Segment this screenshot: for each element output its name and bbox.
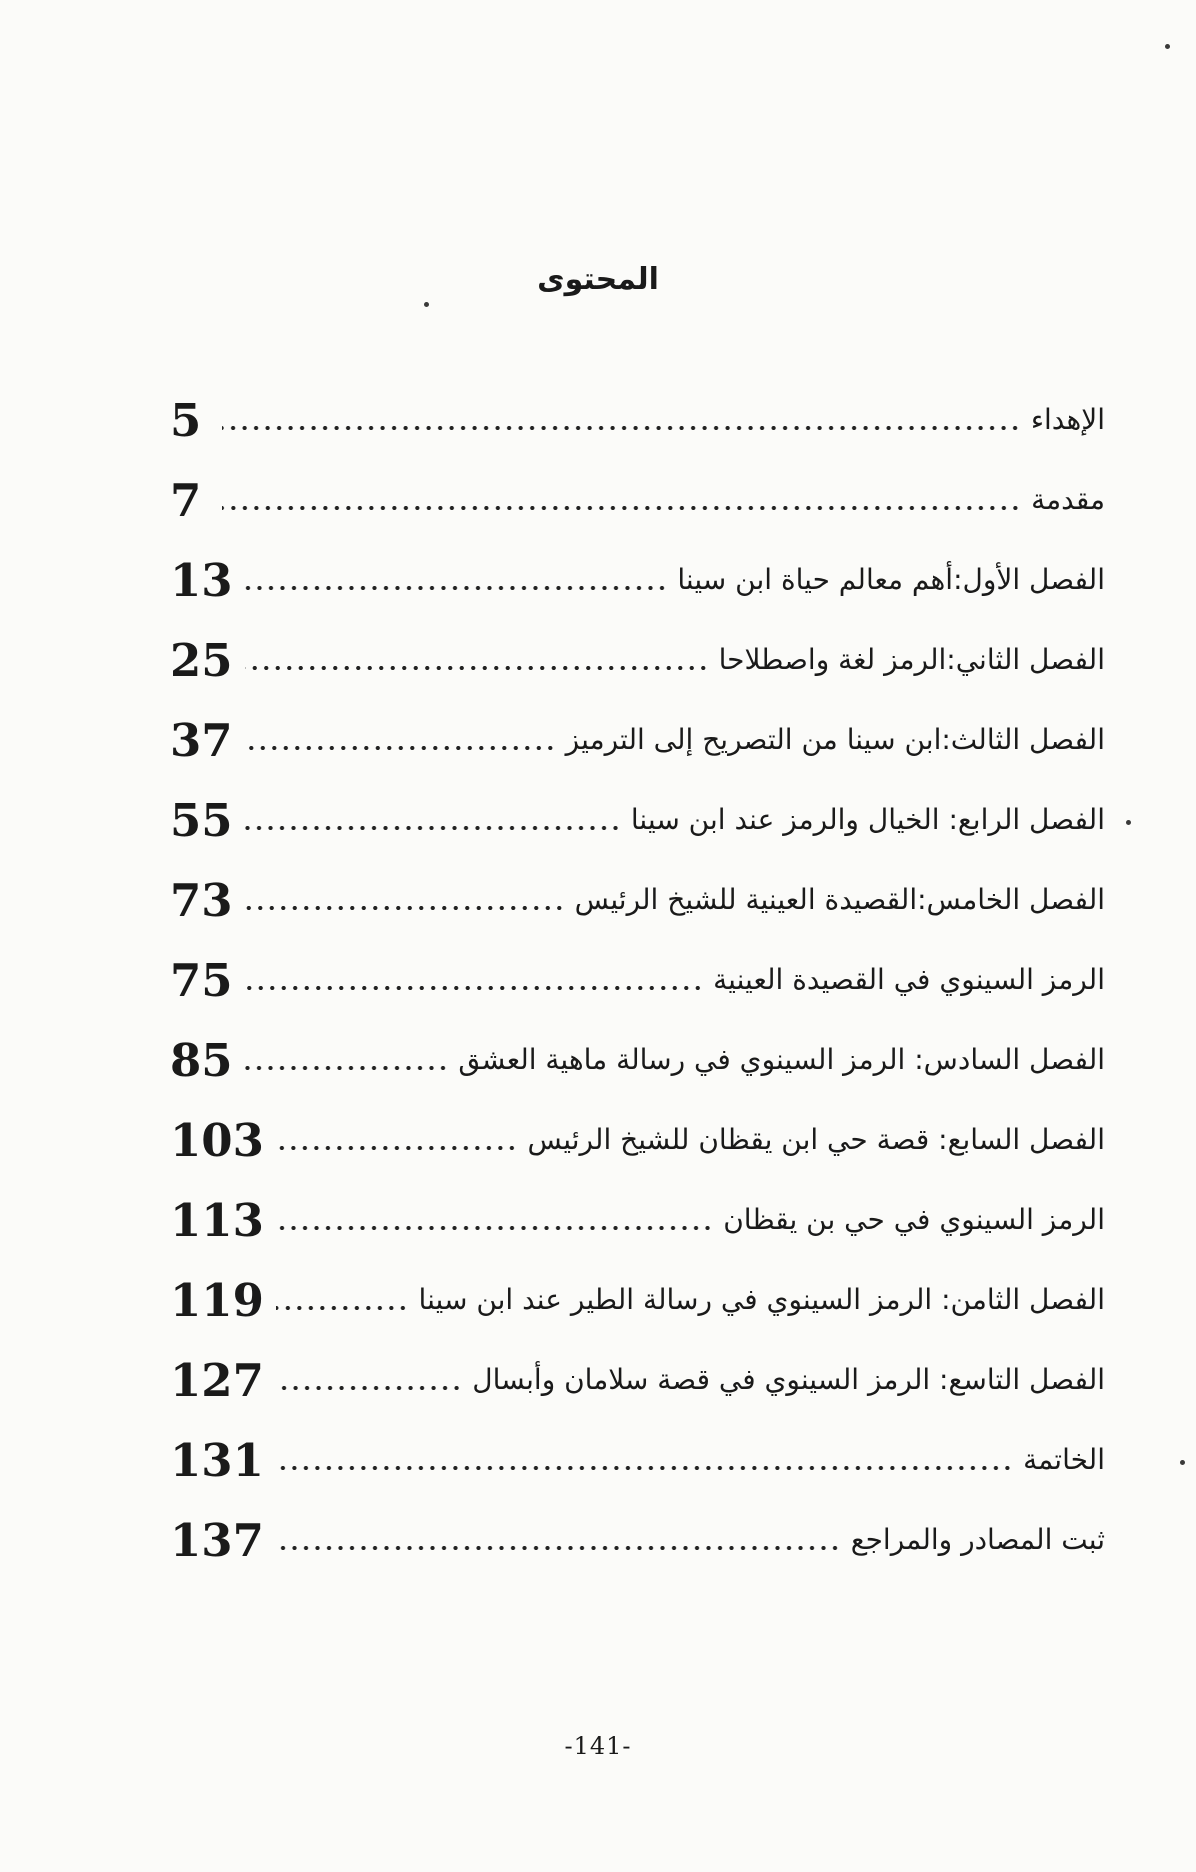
toc-entry <box>170 380 1105 460</box>
toc-entry <box>170 1020 1105 1100</box>
toc-page-number: 37 <box>170 713 233 767</box>
toc-entry <box>170 460 1105 540</box>
toc-entry-title: الفصل الثالث:ابن سينا من التصريح إلى الترميز <box>565 723 1105 756</box>
dot-leader <box>245 826 621 830</box>
toc-entry <box>170 1260 1105 1340</box>
toc-entry-title: الفصل الثاني:الرمز لغة واصطلاحا <box>718 643 1105 676</box>
toc-entry <box>170 780 1105 860</box>
toc-entry <box>170 1500 1105 1580</box>
toc-page-number: 131 <box>170 1433 264 1487</box>
toc-page-number: 5 <box>170 393 202 447</box>
dot-leader <box>245 746 556 750</box>
toc-entry-title: الرمز السينوي في القصيدة العينية <box>713 963 1105 996</box>
dot-leader <box>276 1546 841 1550</box>
dot-leader <box>276 1386 462 1390</box>
toc-entry <box>170 940 1105 1020</box>
toc-entry <box>170 540 1105 620</box>
toc-page-number: 113 <box>170 1193 264 1247</box>
dot-leader <box>276 1146 518 1150</box>
dot-leader <box>245 986 704 990</box>
scan-speck <box>1165 44 1170 49</box>
toc-entry-title: مقدمة <box>1031 483 1105 516</box>
toc-page-number: 85 <box>170 1033 233 1087</box>
toc-entry-title: ثبت المصادر والمراجع <box>850 1523 1105 1556</box>
toc-entry-title: الفصل الخامس:القصيدة العينية للشيخ الرئيس <box>574 883 1105 916</box>
toc-entry-title: الفصل الرابع: الخيال والرمز عند ابن سينا <box>630 803 1105 836</box>
scan-speck <box>1180 1460 1185 1465</box>
toc-page-number: 73 <box>170 873 233 927</box>
toc-entry <box>170 860 1105 940</box>
page-number: -141- <box>564 1732 632 1760</box>
dot-leader <box>245 666 709 670</box>
toc-entry-title: الفصل التاسع: الرمز السينوي في قصة سلامان وأبسال <box>472 1363 1105 1396</box>
toc-entry-title: الفصل الأول:أهم معالم حياة ابن سينا <box>677 563 1105 596</box>
toc-entry <box>170 1340 1105 1420</box>
toc-entry-title: الفصل السابع: قصة حي ابن يقظان للشيخ الرئيس <box>527 1123 1105 1156</box>
table-of-contents <box>170 380 1105 1580</box>
dot-leader <box>276 1306 409 1310</box>
toc-page-number: 127 <box>170 1353 264 1407</box>
page-title: المحتوى <box>537 262 659 297</box>
toc-page-number: 13 <box>170 553 233 607</box>
toc-entry <box>170 1100 1105 1180</box>
dot-leader <box>245 906 565 910</box>
toc-entry <box>170 620 1105 700</box>
toc-entry-title: الفصل الثامن: الرمز السينوي في رسالة الطير عند ابن سينا <box>418 1283 1105 1316</box>
toc-page-number: 137 <box>170 1513 264 1567</box>
dot-leader <box>222 426 1021 430</box>
dot-leader <box>276 1226 713 1230</box>
toc-page-number: 75 <box>170 953 233 1007</box>
toc-page-number: 103 <box>170 1113 264 1167</box>
dot-leader <box>222 506 1021 510</box>
scan-speck <box>424 302 429 307</box>
toc-entry-title: الرمز السينوي في حي بن يقظان <box>723 1203 1105 1236</box>
dot-leader <box>245 1066 449 1070</box>
dot-leader <box>276 1466 1013 1470</box>
toc-page-number: 25 <box>170 633 233 687</box>
dot-leader <box>245 586 668 590</box>
scan-speck <box>1126 820 1131 825</box>
toc-page-number: 119 <box>170 1273 264 1327</box>
toc-entry <box>170 1420 1105 1500</box>
toc-entry-title: الإهداء <box>1030 403 1105 436</box>
toc-entry <box>170 700 1105 780</box>
toc-page-number: 55 <box>170 793 233 847</box>
toc-entry <box>170 1180 1105 1260</box>
toc-entry-title: الفصل السادس: الرمز السينوي في رسالة ماهية العشق <box>458 1043 1105 1076</box>
toc-entry-title: الخاتمة <box>1023 1443 1105 1476</box>
toc-page-number: 7 <box>170 473 202 527</box>
